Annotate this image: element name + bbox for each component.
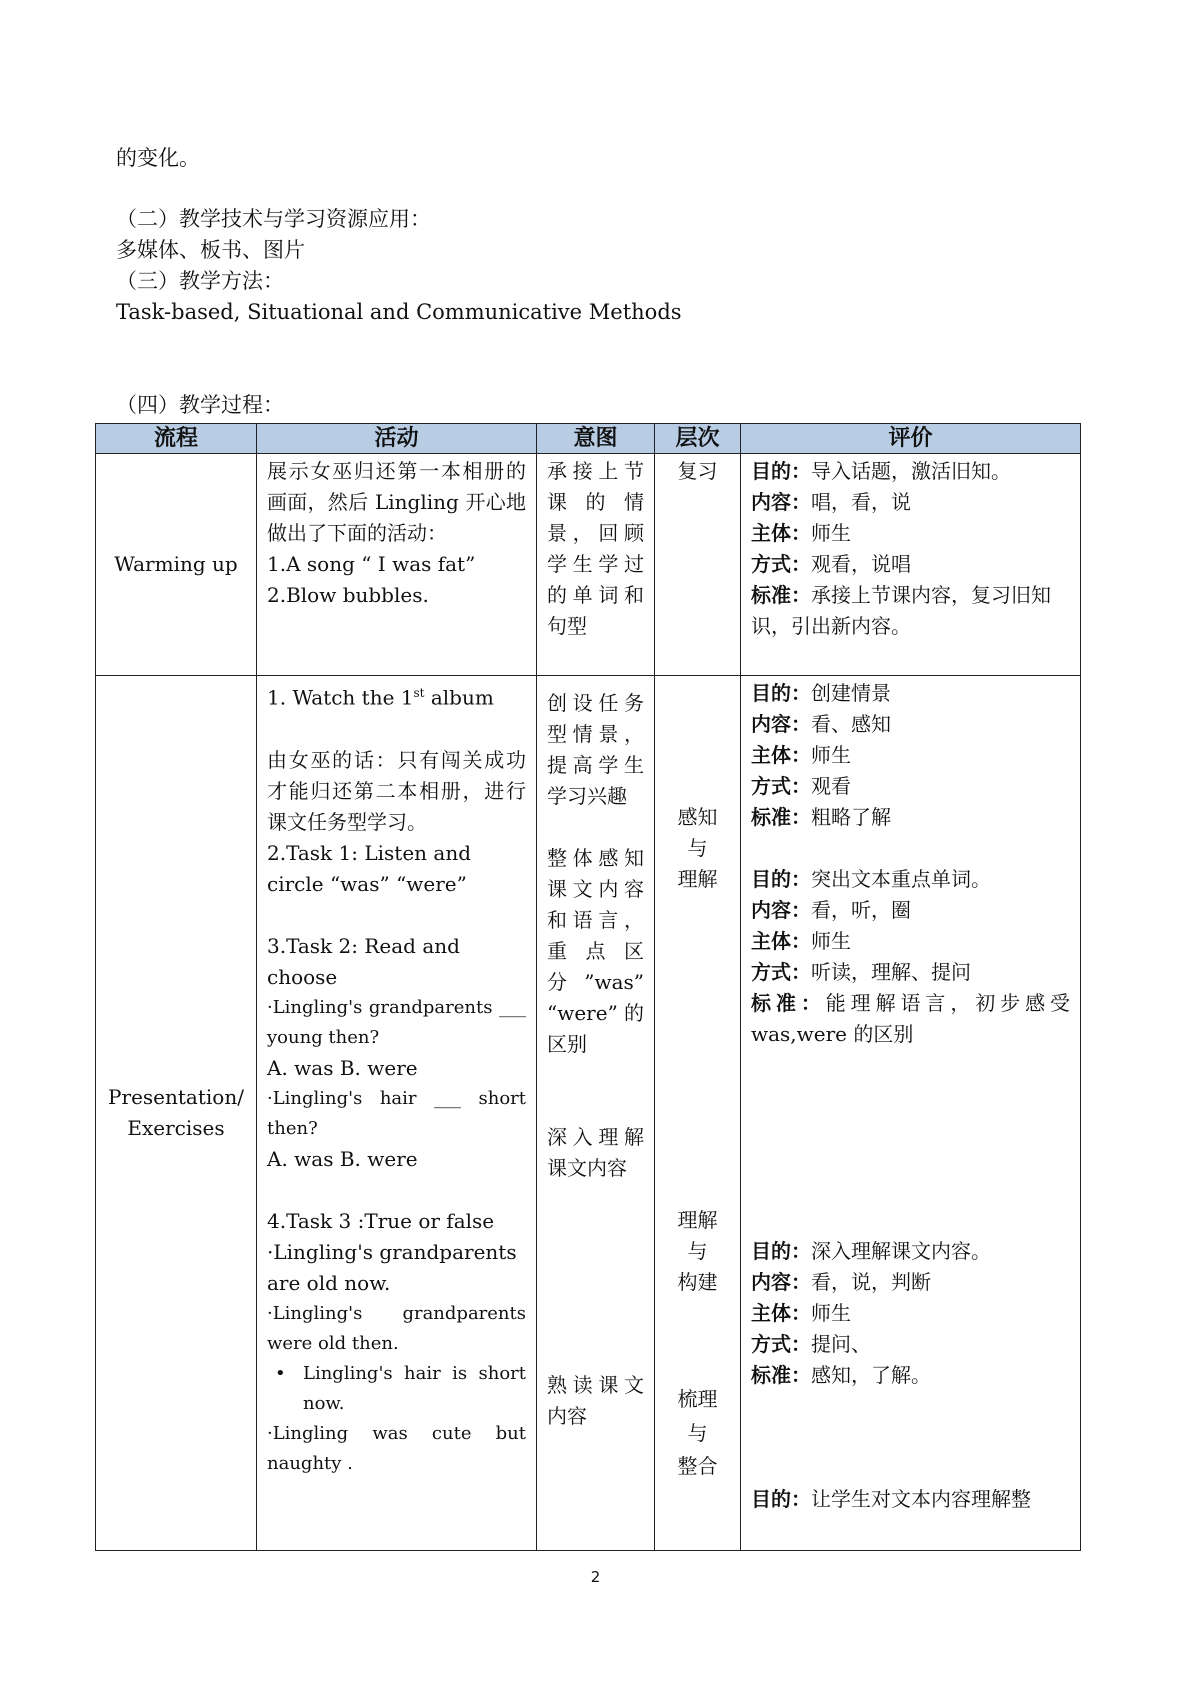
level-text: 感知 与 理解	[677, 805, 718, 891]
section-4-title: （四）教学过程：	[116, 393, 284, 417]
section-2-title: （二）教学技术与学习资源应用：	[116, 207, 431, 231]
eval-line: 内容：看，听，圈	[751, 898, 911, 922]
section-3-text: Task-based, Situational and Communicative Methods	[116, 300, 682, 324]
eval-line: 目的：创建情景	[751, 681, 891, 705]
activity-text: 展示女巫归还第一本相册的画面，然后 Lingling 开心地做出了下面的活动：	[267, 459, 526, 545]
stage-presentation: Presentation/ Exercises	[96, 676, 257, 1551]
intent-cell	[537, 676, 655, 1551]
header-evaluation: 评价	[741, 424, 1081, 454]
eval-line: 标准：承接上节课内容，复习旧知识，引出新内容。	[751, 583, 1051, 638]
intro-line: 的变化。	[116, 146, 200, 170]
eval-line: 主体：师生	[751, 521, 851, 545]
eval-line: 内容：看、感知	[751, 712, 891, 736]
eval-line: 方式：提问、	[751, 1332, 871, 1356]
level-text: 梳理 与 整合	[677, 1387, 718, 1478]
eval-line: 方式：听读，理解、提问	[751, 960, 971, 984]
section-2-text: 多媒体、板书、图片	[116, 238, 305, 262]
activity-text: 1.A song “ I was fat”	[267, 552, 476, 576]
activity-cell	[257, 454, 537, 676]
eval-line: 标准：感知，了解。	[751, 1363, 931, 1387]
activity-text: ·Lingling's grandparents are old now.	[267, 1239, 517, 1295]
activity-text: A. was B. were	[267, 1146, 418, 1171]
eval-line: 目的：导入话题，激活旧知。	[751, 459, 1011, 483]
header-intent: 意图	[537, 424, 655, 454]
level-cell: 复习	[655, 454, 741, 676]
level-text: 理解 与 构建	[677, 1208, 718, 1294]
header-level: 层次	[655, 424, 741, 454]
evaluation-cell	[741, 676, 1081, 1551]
header-activity: 活动	[257, 424, 537, 454]
level-cell	[655, 676, 741, 1551]
eval-line: 主体：师生	[751, 1301, 851, 1325]
teaching-process-table	[95, 423, 1081, 1551]
section-3-title: （三）教学方法：	[116, 269, 284, 293]
eval-line: 目的：突出文本重点单词。	[751, 867, 991, 891]
eval-line: 标准：能理解语言，初步感受 was,were 的区别	[751, 991, 1070, 1046]
table-row	[96, 454, 1081, 676]
activity-text: 2.Blow bubbles.	[267, 583, 429, 607]
activity-text: ·Lingling's hair ___ short then?	[267, 1087, 526, 1139]
table-row	[96, 676, 1081, 1551]
eval-line: 标准：粗略了解	[751, 805, 891, 829]
eval-line: 方式：观看	[751, 774, 851, 798]
activity-text: 2.Task 1: Listen and circle “was” “were”	[267, 840, 472, 896]
intent-text: 深入理解课文内容	[547, 1125, 644, 1180]
page-number: 2	[590, 1568, 601, 1586]
eval-line: 内容：唱，看，说	[751, 490, 911, 514]
activity-text: A. was B. were	[267, 1055, 418, 1080]
activity-text: ·Lingling's grandparents were old then.	[267, 1302, 526, 1354]
stage-warming-up: Warming up	[96, 454, 257, 676]
activity-cell	[257, 676, 537, 1551]
intent-text: 整体感知课文内容和语言，重点区分”was” “were”的区别	[547, 846, 644, 1056]
activity-text: ·Lingling's grandparents ___ young then?	[267, 996, 526, 1048]
intent-text: 创设任务型情景，提高学生学习兴趣	[547, 691, 644, 808]
activity-text: ·Lingling was cute but naughty .	[267, 1422, 526, 1474]
eval-line: 方式：观看，说唱	[751, 552, 911, 576]
evaluation-cell	[741, 454, 1081, 676]
eval-line: 主体：师生	[751, 929, 851, 953]
header-stage: 流程	[96, 424, 257, 454]
eval-line: 主体：师生	[751, 743, 851, 767]
intent-cell: 承接上节课的情景，回顾学生学过的单词和句型	[537, 454, 655, 676]
table-header-row	[96, 424, 1081, 454]
activity-text: • Lingling's hair is short now.	[275, 1362, 526, 1414]
activity-text: 由女巫的话：只有闯关成功才能归还第二本相册，进行课文任务型学习。	[267, 747, 526, 834]
eval-line: 目的：让学生对文本内容理解整	[751, 1487, 1031, 1511]
activity-text: 4.Task 3 :True or false	[267, 1208, 495, 1233]
eval-line: 内容：看，说，判断	[751, 1270, 931, 1294]
activity-text: 3.Task 2: Read and choose	[267, 933, 460, 989]
activity-text: 1. Watch the 1st album	[267, 685, 494, 710]
intent-text: 熟读课文内容	[547, 1373, 644, 1428]
eval-line: 目的：深入理解课文内容。	[751, 1239, 991, 1263]
